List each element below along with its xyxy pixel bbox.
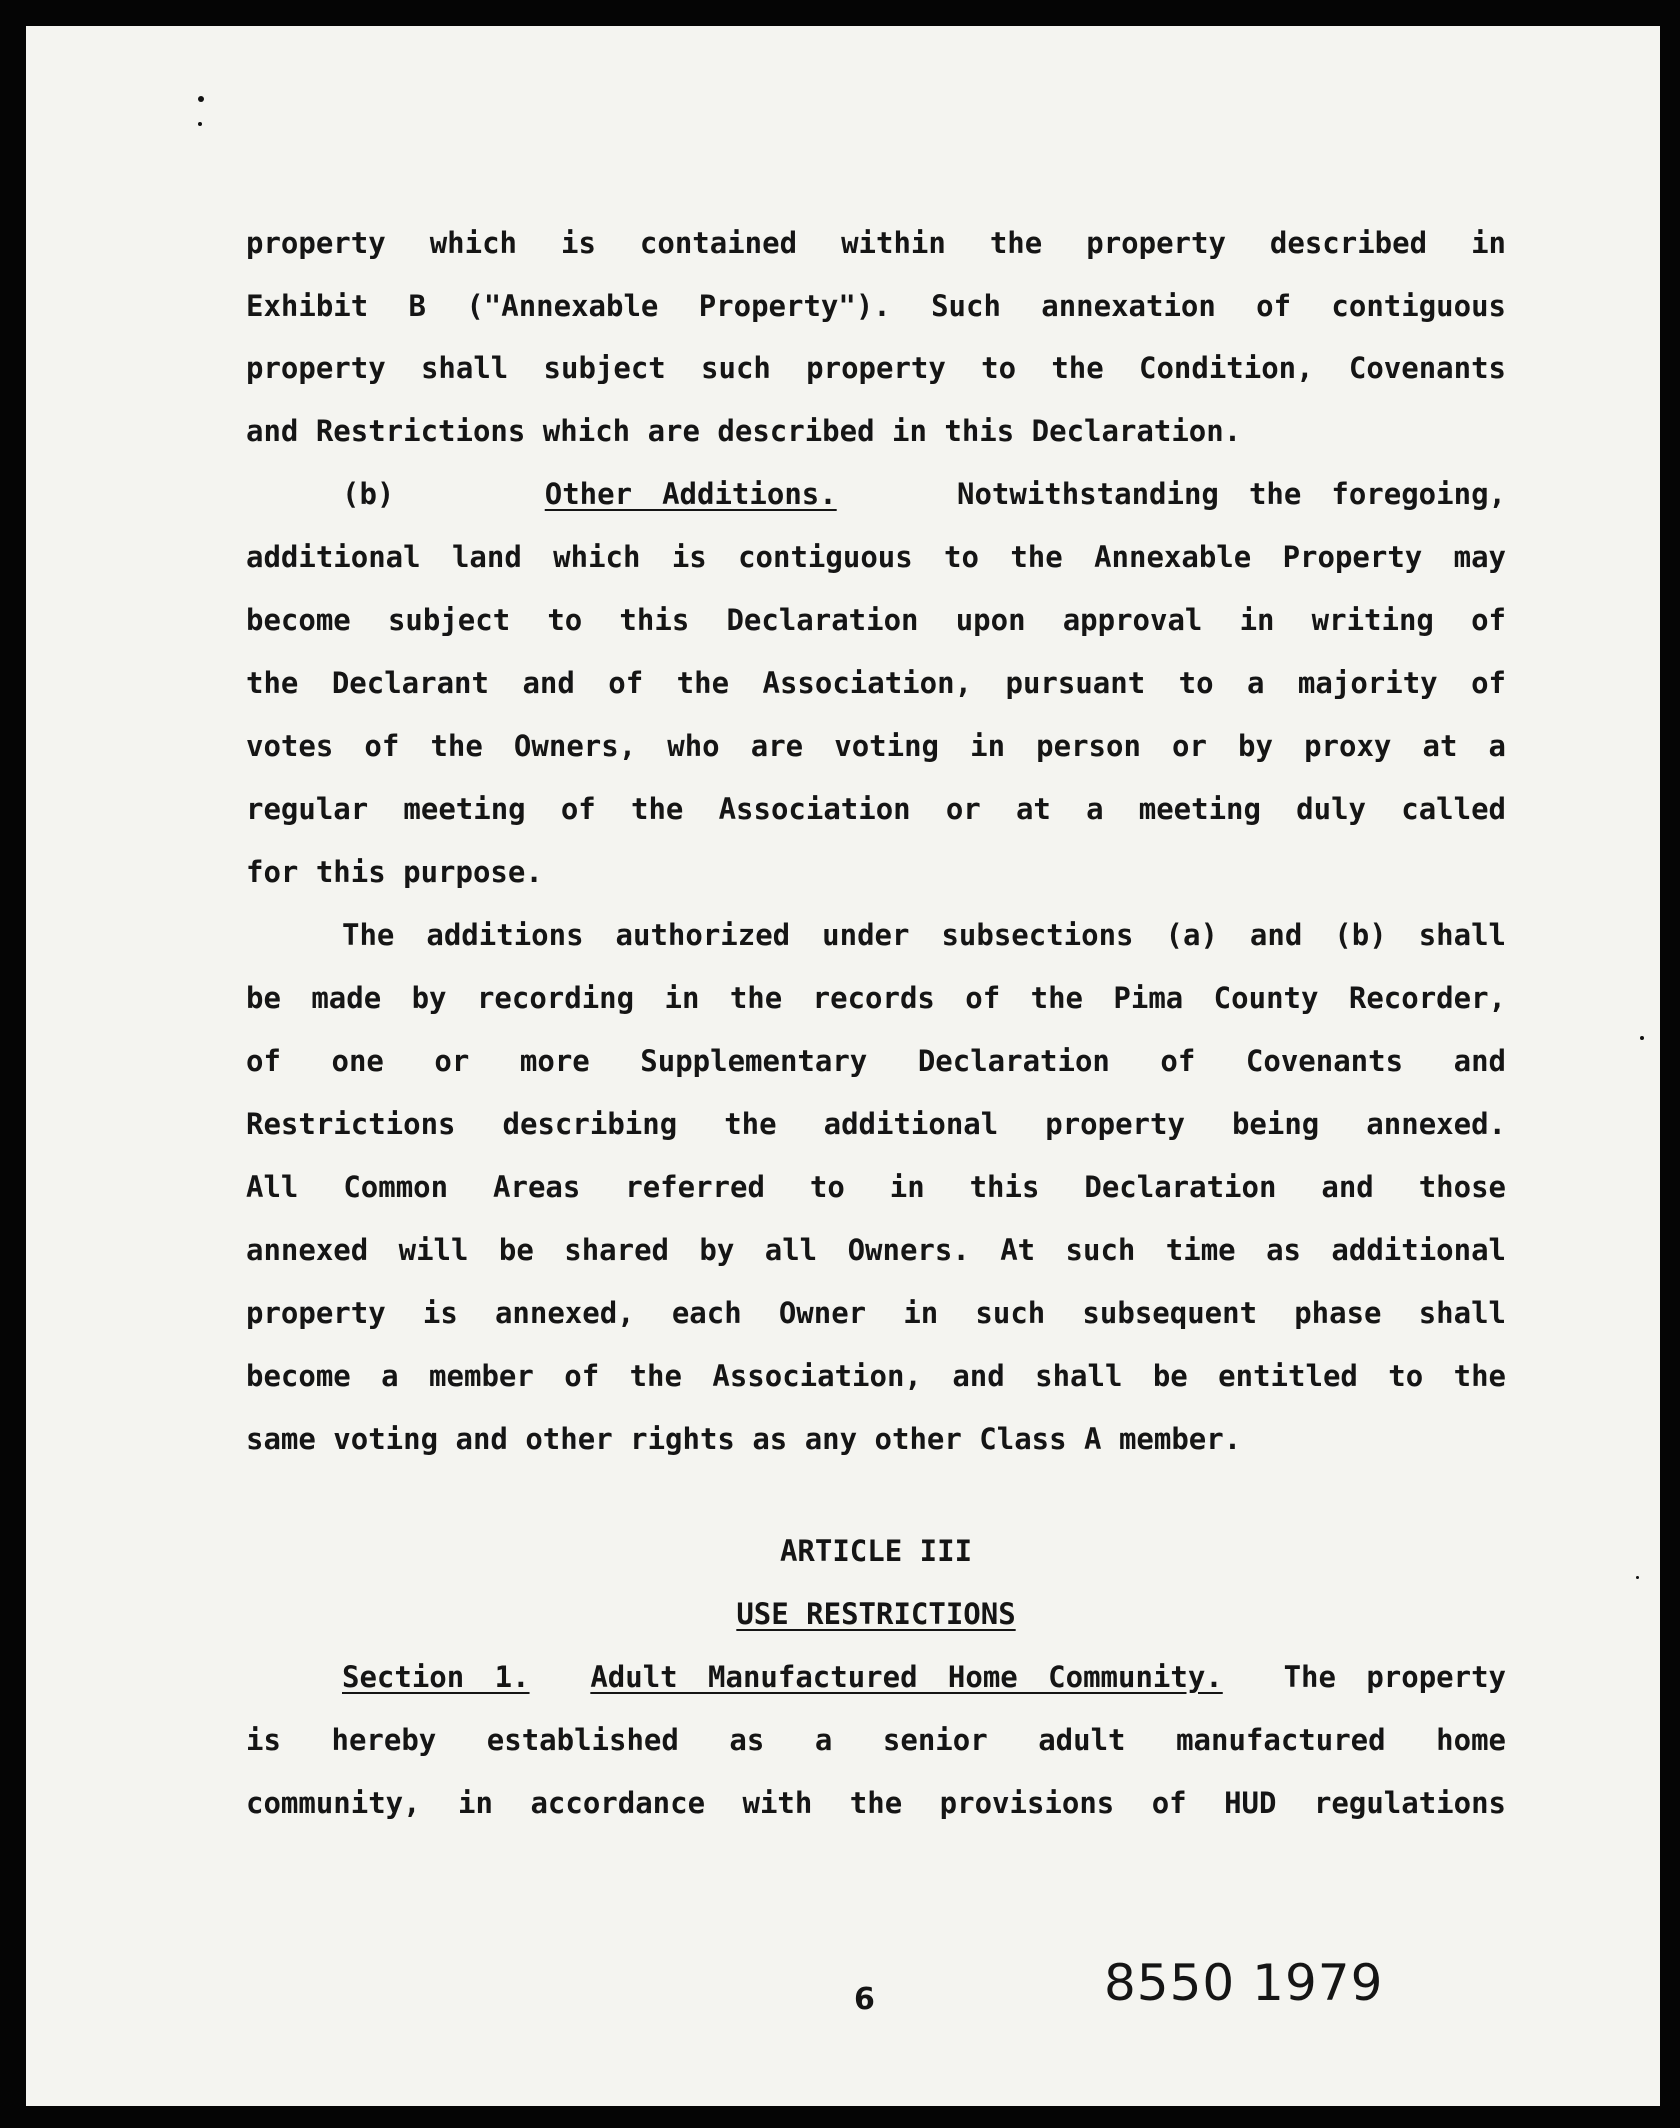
paragraph-1-line-1: property which is contained within the property described in <box>246 226 1506 260</box>
section-1-first-line-rest: The property <box>1283 1660 1507 1694</box>
paragraph-2-line-7: for this purpose. <box>246 855 543 889</box>
paragraph-1-line-3: property shall subject such property to the Condition, Covenants <box>246 351 1506 385</box>
paragraph-3-line-5: All Common Areas referred to in this Declaration and those <box>246 1170 1506 1204</box>
document-page <box>26 26 1660 2106</box>
paragraph-2-line-6: regular meeting of the Association or at a meeting duly called <box>246 792 1506 826</box>
paragraph-2-line-4: the Declarant and of the Association, pursuant to a majority of <box>246 666 1506 700</box>
article-title: ARTICLE III <box>779 1534 973 1568</box>
paragraph-2-line-5: votes of the Owners, who are voting in person or by proxy at a <box>246 729 1506 763</box>
paragraph-1-line-2: Exhibit B ("Annexable Property"). Such annexation of contiguous <box>246 289 1506 323</box>
recording-number: 8550 1979 <box>1104 1954 1384 2012</box>
paragraph-3-line-4: Restrictions describing the additional property being annexed. <box>246 1107 1506 1141</box>
section-1-label: Section 1. <box>342 1660 530 1694</box>
page-number: 6 <box>854 1982 875 2017</box>
paragraph-3-line-3: of one or more Supplementary Declaration of Covenants and <box>246 1044 1506 1078</box>
paragraph-3-line-1: The additions authorized under subsections (a) and (b) shall <box>342 918 1506 952</box>
section-1-line-3: community, in accordance with the provisions of HUD regulations <box>246 1786 1506 1820</box>
section-1-heading: Adult Manufactured Home Community. <box>590 1660 1223 1694</box>
section-1-first-line <box>246 1660 1506 1694</box>
paragraph-2-marker: (b) <box>342 477 395 511</box>
section-1-line-2: is hereby established as a senior adult manufactured home <box>246 1723 1506 1757</box>
paragraph-2-first-line-rest: Notwithstanding the foregoing, <box>956 477 1506 511</box>
paragraph-3-line-8: become a member of the Association, and shall be entitled to the <box>246 1359 1506 1393</box>
paragraph-2-line-3: become subject to this Declaration upon approval in writing of <box>246 603 1506 637</box>
article-subtitle: USE RESTRICTIONS <box>736 1597 1016 1631</box>
body-text <box>246 26 1507 1820</box>
paragraph-2-line-2: additional land which is contiguous to the Annexable Property may <box>246 540 1506 574</box>
paragraph-1-line-4: and Restrictions which are described in this Declaration. <box>246 414 1242 448</box>
paragraph-3-line-7: property is annexed, each Owner in such subsequent phase shall <box>246 1296 1506 1330</box>
paragraph-2-heading: Other Additions. <box>544 477 837 511</box>
paragraph-2-first-line <box>246 477 1506 511</box>
paragraph-3-line-2: be made by recording in the records of the Pima County Recorder, <box>246 981 1506 1015</box>
paragraph-3-line-9: same voting and other rights as any other Class A member. <box>246 1422 1242 1456</box>
paragraph-3-line-6: annexed will be shared by all Owners. At such time as additional <box>246 1233 1506 1267</box>
